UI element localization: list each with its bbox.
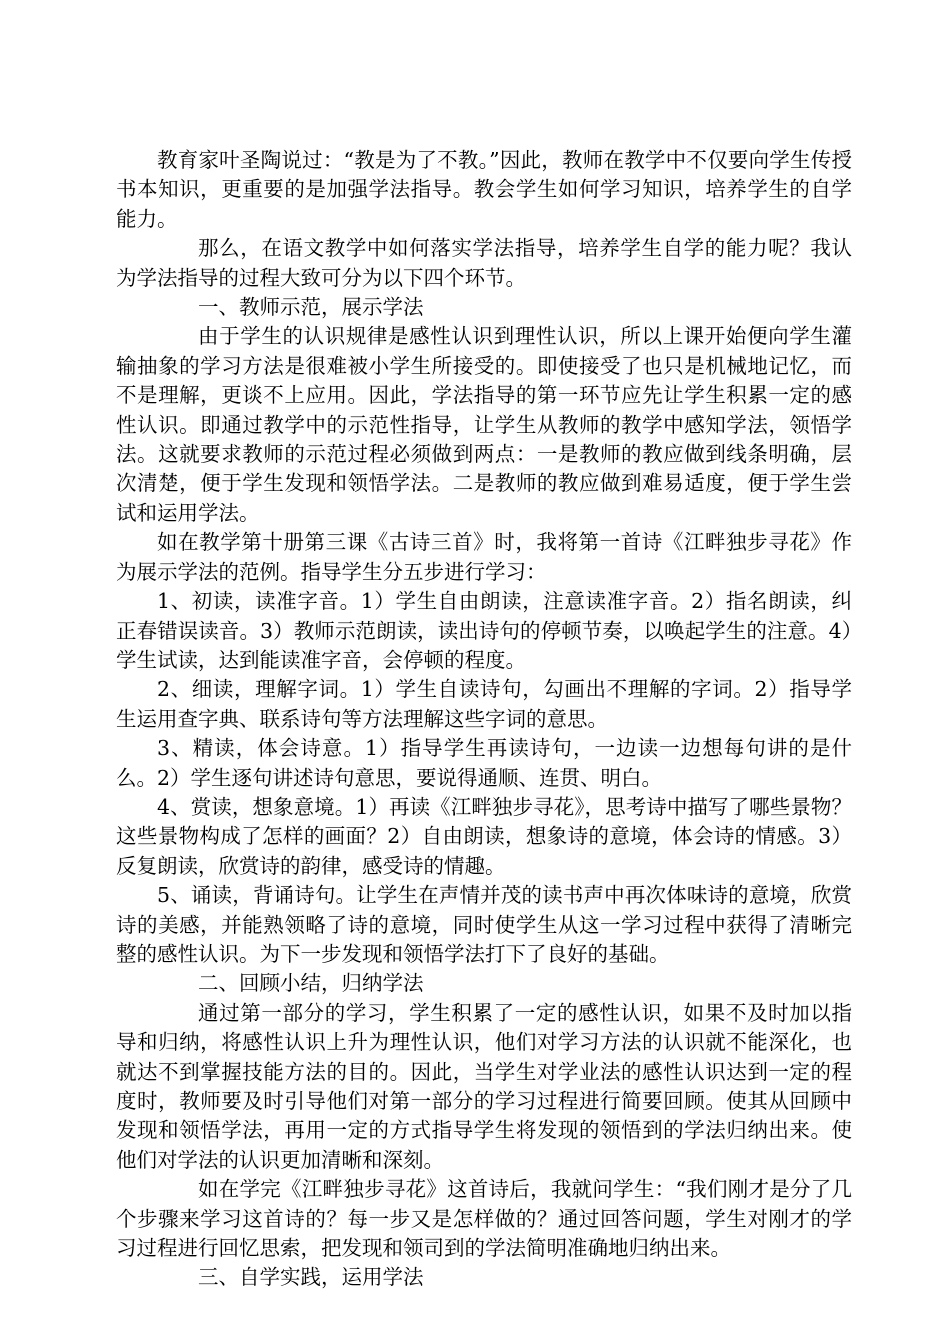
- section-heading-3: 三、自学实践，运用学法: [198, 1265, 424, 1290]
- step-item: 3、精读，体会诗意。1）指导学生再读诗句，一边读一边想每句讲的是什么。2）学生逐句讲述诗句意思，要说得通顺、连贯、明白。: [116, 736, 852, 790]
- step-item: 5、诵读，背诵诗句。让学生在声情并茂的读书声中再次体味诗的意境，欣赏诗的美感，并能熟领略了诗的意境，同时使学生从这一学习过程中获得了清晰完整的感性认识。为下一步发现和领悟学法打下了良好的基础。: [116, 883, 852, 966]
- step-item: 2、细读，理解字词。1）学生自读诗句，勾画出不理解的字词。2）指导学生运用查字典、联系诗句等方法理解这些字词的意思。: [116, 677, 852, 731]
- paragraph-intro: 教育家叶圣陶说过：“教是为了不教。”因此，教师在教学中不仅要向学生传授书本知识，更重要的是加强学法指导。教会学生如何学习知识，培养学生的自学能力。: [116, 148, 852, 231]
- step-item: 4、赏读，想象意境。1）再读《江畔独步寻花》，思考诗中描写了哪些景物？这些景物构成了怎样的画面？2）自由朗读，想象诗的意境，体会诗的情感。3）反复朗读，欣赏诗的韵律，感受诗的情趣。: [116, 794, 852, 878]
- section-heading-2: 二、回顾小结，归纳学法: [198, 971, 424, 996]
- paragraph: 如在教学第十册第三课《古诗三首》时，我将第一首诗《江畔独步寻花》作为展示学法的范例。指导学生分五步进行学习：: [116, 530, 852, 584]
- article-body: [116, 146, 852, 1293]
- section-heading-1: 一、教师示范，展示学法: [198, 295, 424, 320]
- paragraph: 如在学完《江畔独步寻花》这首诗后，我就问学生：“我们刚才是分了几个步骤来学习这首诗的？每一步又是怎样做的？通过回答问题，学生对刚才的学习过程进行回忆思索，把发现和领司到的学法简明准确地归纳出来。: [116, 1177, 852, 1261]
- paragraph: 通过第一部分的学习，学生积累了一定的感性认识，如果不及时加以指导和归纳，将感性认识上升为理性认识，他们对学习方法的认识就不能深化，也就达不到掌握技能方法的目的。因此，当学生对学业法的感性认识达到一定的程度时，教师要及时引导他们对第一部分的学习过程进行简要回顾。使其从回顾中发现和领悟学法，再用一定的方式指导学生将发现的领悟到的学法归纳出来。使他们对学法的认识更加清晰和深刻。: [116, 1000, 852, 1172]
- step-item: 1、初读，读准字音。1）学生自由朗读，注意读准字音。2）指名朗读，纠正春错误读音。3）教师示范朗读，读出诗句的停顿节奏，以唤起学生的注意。4）学生试读，达到能读准字音，会停顿的程度。: [116, 589, 852, 672]
- paragraph: 由于学生的认识规律是感性认识到理性认识，所以上课开始便向学生灌输抽象的学习方法是很难被小学生所接受的。即使接受了也只是机械地记忆，而不是理解，更谈不上应用。因此，学法指导的第一环节应先让学生积累一定的感性认识。即通过教学中的示范性指导，让学生从教师的教学中感知学法，领悟学法。这就要求教师的示范过程必须做到两点：一是教师的教应做到线条明确，层次清楚，便于学生发现和领悟学法。二是教师的教应做到难易适度，便于学生尝试和运用学法。: [116, 324, 852, 525]
- paragraph-question: 那么，在语文教学中如何落实学法指导，培养学生自学的能力呢？我认为学法指导的过程大致可分为以下四个环节。: [116, 236, 852, 290]
